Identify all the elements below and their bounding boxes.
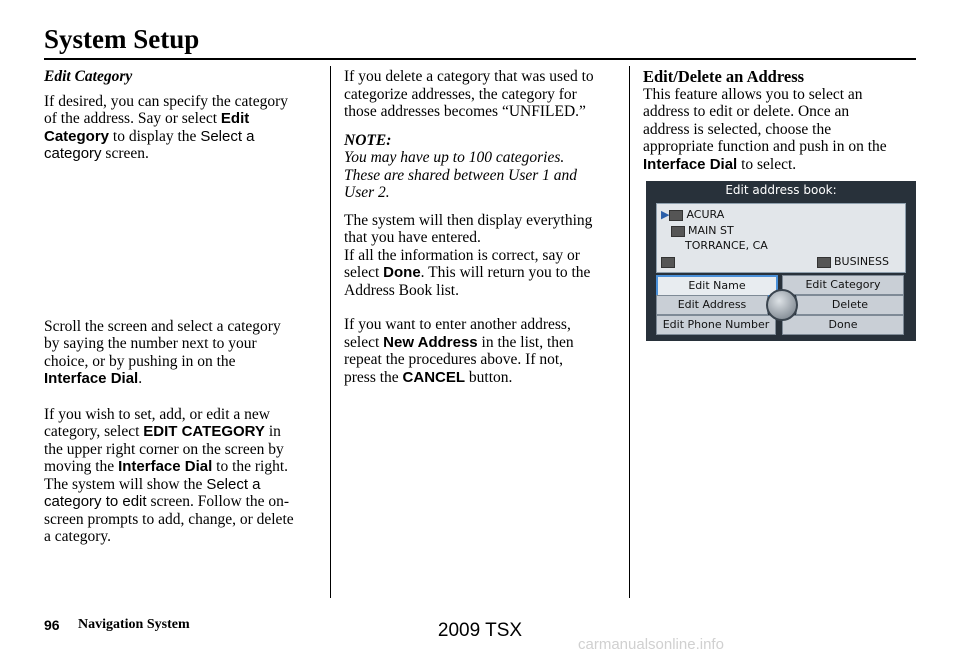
edit-category-heading: Edit Category [44, 68, 133, 85]
col2-paragraph-1: If you delete a category that was used to categorize addresses, the category for those addresses becomes “UNFILED.” [344, 68, 594, 120]
column-divider-1 [330, 66, 331, 598]
address-name-line: ▶ ACURA [661, 208, 725, 221]
title-rule [44, 58, 916, 60]
phone-line [661, 255, 678, 268]
col2-paragraph-2: The system will then display everything that you have entered. If all the information is correct, say or select Done. This will return you to the Address Book list. [344, 211, 593, 299]
delete-button[interactable]: Delete [796, 295, 904, 315]
col3-paragraph-1: This feature allows you to select an address to edit or delete. Once an address is selected, choose the appropriate function and push in on the Interface Dial to select. [643, 85, 887, 173]
col1-paragraph-1: If desired, you can specify the category of the address. Say or select Edit Category to display the Select a category screen. [44, 92, 289, 162]
section-name: Navigation System [78, 617, 190, 632]
interface-dial-icon[interactable] [766, 289, 798, 321]
col2-paragraph-3: If you want to enter another address, select New Address in the list, then repeat the procedures above. If not, press the CANCEL button. [344, 316, 574, 386]
edit-category-button[interactable]: Edit Category [782, 275, 904, 295]
edit-delete-heading: Edit/Delete an Address [643, 67, 805, 86]
column-divider-2 [629, 66, 630, 598]
address-icon [671, 226, 685, 237]
edit-name-button[interactable]: Edit Name [656, 275, 778, 297]
category-line: BUSINESS [817, 255, 889, 268]
edit-address-button[interactable]: Edit Address [656, 295, 768, 315]
pointer-icon: ▶ [661, 208, 670, 221]
address-info-panel [656, 203, 906, 273]
edit-address-screen [646, 181, 916, 341]
col1-paragraph-2: Scroll the screen and select a category by saying the number next to your choice, or by pushing in on the Interface Dial. [44, 317, 281, 387]
address-street-line: MAIN ST [671, 224, 734, 237]
phone-icon [661, 257, 675, 268]
column-3 [643, 68, 923, 173]
category-icon [817, 257, 831, 268]
note-text: You may have up to 100 categories. These are shared between User 1 and User 2. [344, 149, 578, 201]
note-label: NOTE: [344, 131, 392, 149]
name-icon [669, 210, 683, 221]
watermark: carmanualsonline.info [578, 636, 724, 653]
done-button[interactable]: Done [782, 315, 904, 335]
screen-title: Edit address book: [725, 183, 837, 197]
column-1 [44, 68, 324, 546]
edit-phone-button[interactable]: Edit Phone Number [656, 315, 776, 335]
address-city-line: TORRANCE, CA [685, 239, 768, 252]
page-title: System Setup [44, 24, 200, 54]
page-number: 96 [44, 617, 60, 633]
col1-paragraph-3: If you wish to set, add, or edit a new category, select EDIT CATEGORY in the upper right corner on the screen by moving the Interface Dial to the right. The system will show the Select a category to edit screen. Follow the on- screen prompts to add, change, or delete a category. [44, 405, 294, 545]
column-2 [344, 68, 624, 386]
model-label: 2009 TSX [437, 620, 523, 641]
